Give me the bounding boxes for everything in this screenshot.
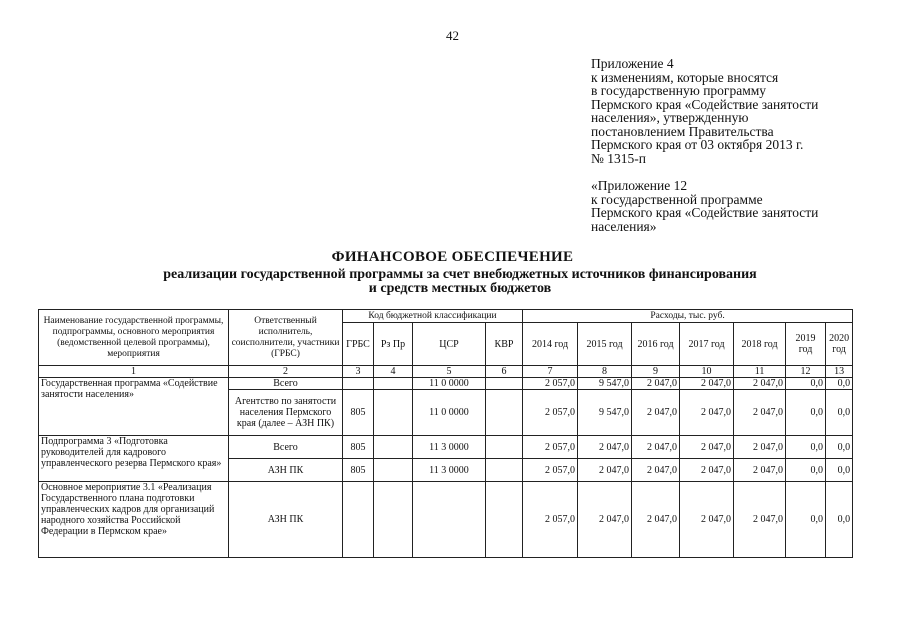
- appendix-line: «Приложение 12: [591, 178, 688, 193]
- expense-value-cell: 0,0: [786, 436, 826, 459]
- row-name-cell: Государственная программа «Содействие занятости населения»: [39, 378, 229, 436]
- subtitle-line: и средств местных бюджетов: [368, 281, 552, 296]
- column-number-row: [39, 366, 853, 378]
- column-number: 11: [734, 366, 786, 378]
- executor-cell: АЗН ПК: [229, 482, 343, 558]
- kvr-cell: [486, 378, 523, 390]
- expense-value-cell: 2 047,0: [632, 378, 680, 390]
- expense-value-cell: 2 057,0: [523, 482, 578, 558]
- expense-value-cell: 2 057,0: [523, 390, 578, 436]
- rzpr-cell: [374, 459, 413, 482]
- rzpr-cell: [374, 482, 413, 558]
- expense-value-cell: 9 547,0: [578, 378, 632, 390]
- appendix-line: к изменениям, которые вносятся: [591, 69, 779, 85]
- column-number: 4: [374, 366, 413, 378]
- expense-value-cell: 2 047,0: [578, 482, 632, 558]
- subtitle-line: реализации государственной программы за счет внебюджетных источников финансирования: [163, 267, 757, 282]
- executor-cell: Агентство по занятости населения Пермского края (далее – АЗН ПК): [229, 390, 343, 436]
- header-year: 2019 год: [786, 323, 826, 366]
- grbs-cell: [343, 482, 374, 558]
- column-number: 7: [523, 366, 578, 378]
- expense-value-cell: 0,0: [826, 459, 853, 482]
- appendix-line: к государственной программе: [591, 191, 763, 207]
- column-number: 13: [826, 366, 853, 378]
- executor-cell: АЗН ПК: [229, 459, 343, 482]
- expense-value-cell: 2 047,0: [680, 436, 734, 459]
- rzpr-cell: [374, 378, 413, 390]
- csr-cell: 11 3 0000: [413, 459, 486, 482]
- csr-cell: 11 3 0000: [413, 436, 486, 459]
- expense-value-cell: 2 047,0: [680, 378, 734, 390]
- expense-value-cell: 9 547,0: [578, 390, 632, 436]
- appendix-line: № 1315-п: [591, 150, 646, 166]
- appendix-line: Пермского края «Содействие занятости: [591, 96, 819, 112]
- row-name-cell: Основное мероприятие 3.1 «Реализация Государственного плана подготовки управленческих кадров для организаций народного хозяйства Российской Федерации в Пермском крае»: [39, 482, 229, 558]
- page-number: 42: [446, 28, 459, 43]
- expense-value-cell: 2 057,0: [523, 378, 578, 390]
- header-year: 2018 год: [734, 323, 786, 366]
- header-year: 2017 год: [680, 323, 734, 366]
- executor-cell: Всего: [229, 378, 343, 390]
- table-row: [39, 482, 853, 558]
- expense-value-cell: 2 047,0: [680, 482, 734, 558]
- rzpr-cell: [374, 436, 413, 459]
- grbs-cell: 805: [343, 459, 374, 482]
- column-number: 6: [486, 366, 523, 378]
- expense-value-cell: 0,0: [826, 482, 853, 558]
- header-kvr: КВР: [486, 323, 523, 366]
- header-kbk: Код бюджетной классификации: [343, 310, 523, 323]
- expense-value-cell: 2 047,0: [734, 390, 786, 436]
- table-row: [39, 378, 853, 390]
- kvr-cell: [486, 482, 523, 558]
- column-number: 9: [632, 366, 680, 378]
- appendix-line: населения», утвержденную: [591, 110, 749, 125]
- csr-cell: [413, 482, 486, 558]
- rzpr-cell: [374, 390, 413, 436]
- expense-value-cell: 2 047,0: [578, 436, 632, 459]
- kvr-cell: [486, 436, 523, 459]
- kvr-cell: [486, 390, 523, 436]
- expense-value-cell: 2 047,0: [734, 459, 786, 482]
- expense-value-cell: 2 047,0: [734, 482, 786, 558]
- appendix-line: постановлением Правительства: [591, 123, 774, 139]
- expense-value-cell: 2 047,0: [578, 459, 632, 482]
- expense-value-cell: 2 047,0: [680, 390, 734, 436]
- column-number: 10: [680, 366, 734, 378]
- header-name: Наименование государственной программы, подпрограммы, основного мероприятия (ведомственной целевой программы), мероприятия: [39, 310, 229, 366]
- expense-value-cell: 0,0: [786, 378, 826, 390]
- expense-value-cell: 2 047,0: [632, 436, 680, 459]
- grbs-cell: 805: [343, 436, 374, 459]
- expense-value-cell: 0,0: [826, 378, 853, 390]
- header-expenses: Расходы, тыс. руб.: [523, 310, 853, 323]
- expense-value-cell: 2 047,0: [632, 459, 680, 482]
- expense-value-cell: 2 057,0: [523, 459, 578, 482]
- kvr-cell: [486, 459, 523, 482]
- header-year: 2020 год: [826, 323, 853, 366]
- header-rzpr: Рз Пр: [374, 323, 413, 366]
- row-name-cell: Подпрограмма 3 «Подготовка руководителей для кадрового управленческого резерва Пермского края»: [39, 436, 229, 482]
- appendix-line: населения»: [591, 218, 657, 234]
- expense-value-cell: 2 047,0: [632, 482, 680, 558]
- column-number: 12: [786, 366, 826, 378]
- expense-value-cell: 0,0: [786, 482, 826, 558]
- expense-value-cell: 0,0: [826, 390, 853, 436]
- appendix-line: Пермского края от 03 октября 2013 г.: [591, 137, 804, 152]
- column-number: 2: [229, 366, 343, 378]
- column-number: 5: [413, 366, 486, 378]
- expense-value-cell: 2 057,0: [523, 436, 578, 459]
- executor-cell: Всего: [229, 436, 343, 459]
- expense-value-cell: 2 047,0: [632, 390, 680, 436]
- appendix-line: в государственную программу: [591, 83, 767, 98]
- document-subtitle: [120, 268, 800, 296]
- expense-value-cell: 0,0: [786, 459, 826, 482]
- header-year: 2016 год: [632, 323, 680, 366]
- expense-value-cell: 0,0: [826, 436, 853, 459]
- expense-value-cell: 2 047,0: [680, 459, 734, 482]
- column-number: 1: [39, 366, 229, 378]
- appendix-line: Пермского края «Содействие занятости: [591, 205, 819, 220]
- financing-table: [38, 309, 853, 558]
- header-grbs: ГРБС: [343, 323, 374, 366]
- expense-value-cell: 0,0: [786, 390, 826, 436]
- csr-cell: 11 0 0000: [413, 390, 486, 436]
- appendix-block: [591, 57, 891, 233]
- csr-cell: 11 0 0000: [413, 378, 486, 390]
- appendix-line: Приложение 4: [591, 56, 674, 71]
- expense-value-cell: 2 047,0: [734, 378, 786, 390]
- grbs-cell: [343, 378, 374, 390]
- header-year: 2014 год: [523, 323, 578, 366]
- column-number: 8: [578, 366, 632, 378]
- header-year: 2015 год: [578, 323, 632, 366]
- document-title: ФИНАНСОВОЕ ОБЕСПЕЧЕНИЕ: [331, 249, 574, 265]
- column-number: 3: [343, 366, 374, 378]
- table-row: [39, 436, 853, 459]
- grbs-cell: 805: [343, 390, 374, 436]
- header-executor: Ответственный исполнитель, соисполнители, участники (ГРБС): [229, 310, 343, 366]
- header-csr: ЦСР: [413, 323, 486, 366]
- expense-value-cell: 2 047,0: [734, 436, 786, 459]
